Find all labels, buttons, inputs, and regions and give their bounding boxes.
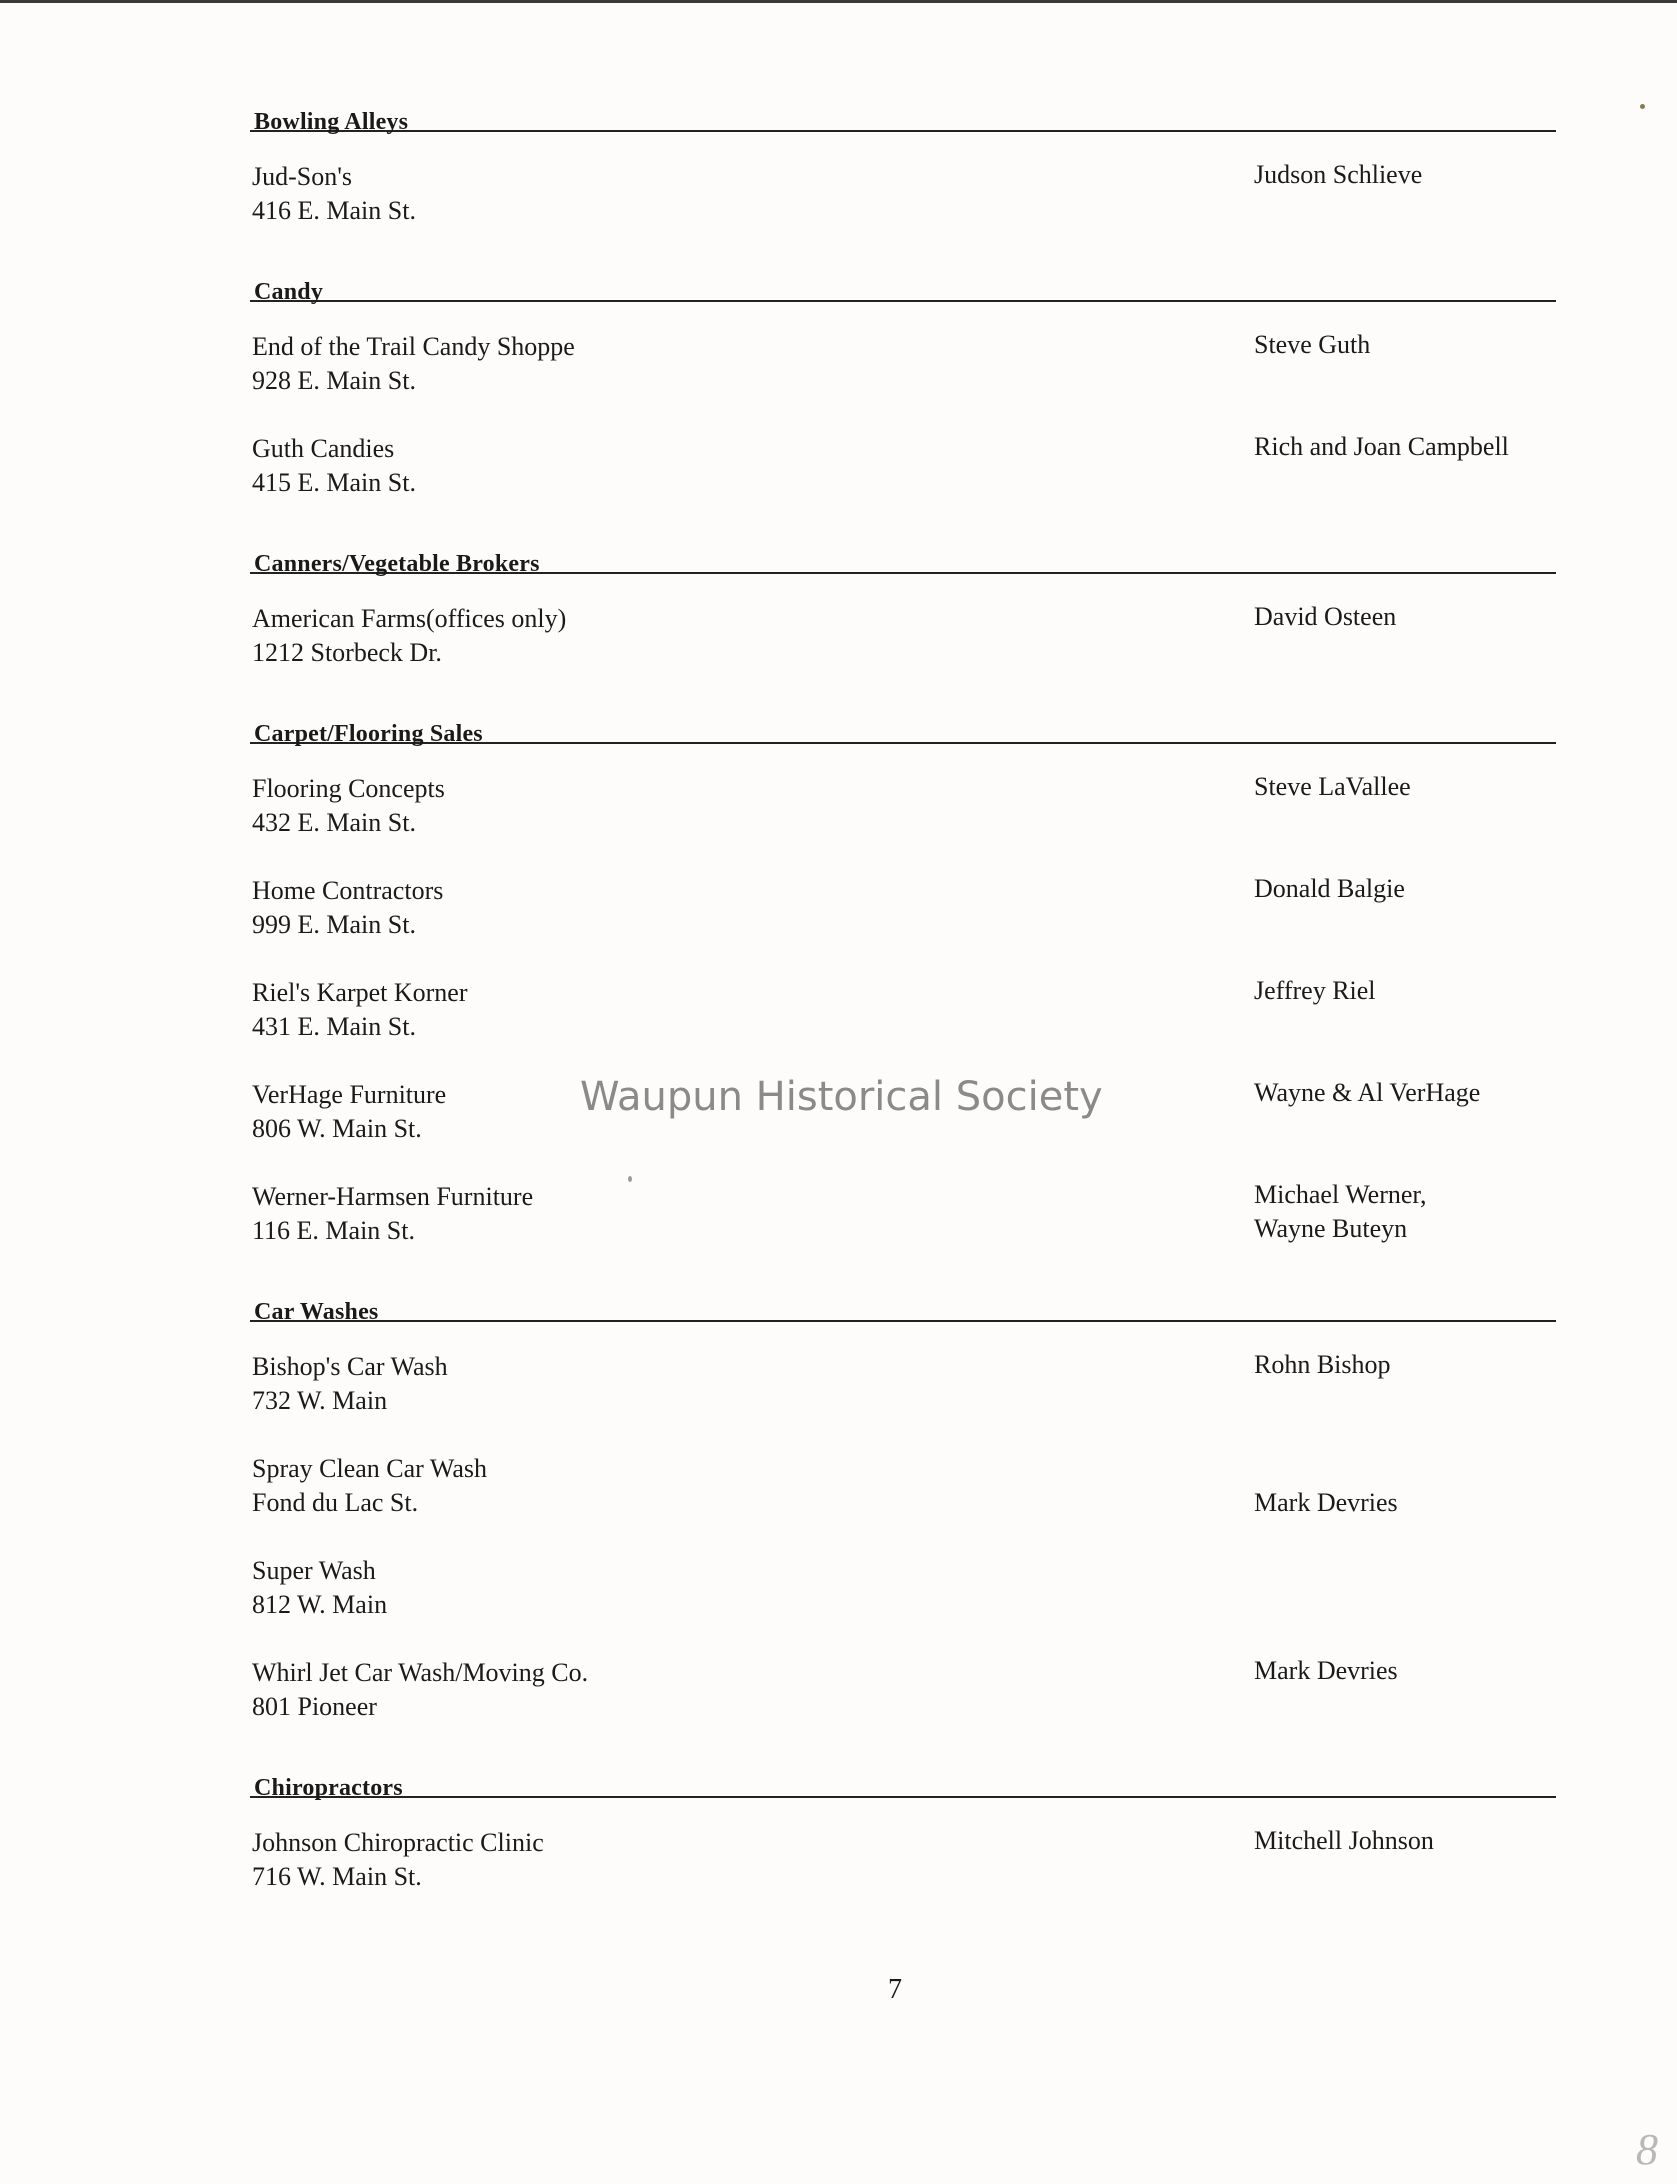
- top-edge-line: [0, 0, 1677, 3]
- business-name: Super Wash: [252, 1556, 376, 1585]
- contact-person: Mark Devries: [1254, 1488, 1398, 1517]
- watermark: Waupun Historical Society: [580, 1074, 1103, 1120]
- business-address: 801 Pioneer: [252, 1692, 377, 1721]
- section-heading: Chiropractors: [254, 1775, 403, 1801]
- business-address: 416 E. Main St.: [252, 196, 416, 225]
- directory-section: [250, 266, 1556, 538]
- directory-section: [250, 708, 1556, 1286]
- contact-person: Wayne & Al VerHage: [1254, 1078, 1481, 1107]
- business-entry: [250, 1170, 1556, 1272]
- business-name: End of the Trail Candy Shoppe: [252, 332, 575, 361]
- business-entry: [250, 150, 1556, 252]
- business-address: 116 E. Main St.: [252, 1216, 415, 1245]
- contact-person: Rich and Joan Campbell: [1254, 432, 1509, 461]
- business-address: 415 E. Main St.: [252, 468, 416, 497]
- business-address: 732 W. Main: [252, 1386, 388, 1415]
- business-address: 999 E. Main St.: [252, 910, 416, 939]
- business-name: Whirl Jet Car Wash/Moving Co.: [252, 1658, 589, 1687]
- contact-person: Mark Devries: [1254, 1656, 1398, 1685]
- business-address: 812 W. Main: [252, 1590, 388, 1619]
- contact-person: David Osteen: [1254, 602, 1397, 631]
- business-entry: [250, 864, 1556, 966]
- directory-listing: [250, 96, 1556, 1932]
- contact-person: Mitchell Johnson: [1254, 1826, 1434, 1855]
- directory-section: [250, 1762, 1556, 1932]
- business-name: Guth Candies: [252, 434, 395, 463]
- business-address: 716 W. Main St.: [252, 1862, 422, 1891]
- business-entry: [250, 1442, 1556, 1544]
- business-entry: [250, 1544, 1556, 1646]
- section-heading-rule: [250, 1762, 1556, 1801]
- contact-person: Michael Werner, Wayne Buteyn: [1254, 1180, 1427, 1243]
- contact-person: Steve Guth: [1254, 330, 1371, 359]
- business-name: Johnson Chiropractic Clinic: [252, 1828, 544, 1857]
- section-heading-rule: [250, 266, 1556, 305]
- business-address: 431 E. Main St.: [252, 1012, 416, 1041]
- contact-person: Steve LaVallee: [1254, 772, 1411, 801]
- business-name: American Farms(offices only): [252, 604, 567, 633]
- directory-section: [250, 538, 1556, 708]
- contact-person: Judson Schlieve: [1254, 160, 1423, 189]
- business-entry: [250, 966, 1556, 1068]
- scan-speck: [628, 1176, 632, 1182]
- contact-person: Rohn Bishop: [1254, 1350, 1391, 1379]
- section-heading: Canners/Vegetable Brokers: [254, 551, 540, 577]
- business-name: Flooring Concepts: [252, 774, 445, 803]
- section-heading: Bowling Alleys: [254, 109, 409, 135]
- business-address: 928 E. Main St.: [252, 366, 416, 395]
- section-heading-rule: [250, 708, 1556, 747]
- business-name: Riel's Karpet Korner: [252, 978, 468, 1007]
- handwritten-page-mark: 8: [1636, 2125, 1658, 2174]
- business-address: 806 W. Main St.: [252, 1114, 422, 1143]
- business-name: Home Contractors: [252, 876, 444, 905]
- business-entry: [250, 592, 1556, 694]
- business-entry: [250, 1646, 1556, 1748]
- business-entry: [250, 320, 1556, 422]
- section-heading-rule: [250, 1286, 1556, 1325]
- section-heading: Candy: [254, 279, 324, 305]
- section-heading: Car Washes: [254, 1299, 379, 1325]
- section-heading: Carpet/Flooring Sales: [254, 721, 483, 747]
- business-name: Spray Clean Car Wash: [252, 1454, 487, 1483]
- business-address: Fond du Lac St.: [252, 1488, 419, 1517]
- section-heading-rule: [250, 96, 1556, 135]
- contact-person: Donald Balgie: [1254, 874, 1405, 903]
- business-entry: [250, 762, 1556, 864]
- directory-section: [250, 96, 1556, 266]
- business-name: Jud-Son's: [252, 162, 353, 191]
- business-address: 1212 Storbeck Dr.: [252, 638, 442, 667]
- business-name: VerHage Furniture: [252, 1080, 447, 1109]
- business-entry: [250, 422, 1556, 524]
- contact-person: Jeffrey Riel: [1254, 976, 1376, 1005]
- directory-section: [250, 1286, 1556, 1762]
- page-number: 7: [888, 1974, 902, 2005]
- business-name: Bishop's Car Wash: [252, 1352, 448, 1381]
- business-address: 432 E. Main St.: [252, 808, 416, 837]
- section-heading-rule: [250, 538, 1556, 577]
- scan-speck: [1640, 104, 1645, 109]
- business-entry: [250, 1816, 1556, 1918]
- business-entry: [250, 1340, 1556, 1442]
- business-name: Werner-Harmsen Furniture: [252, 1182, 534, 1211]
